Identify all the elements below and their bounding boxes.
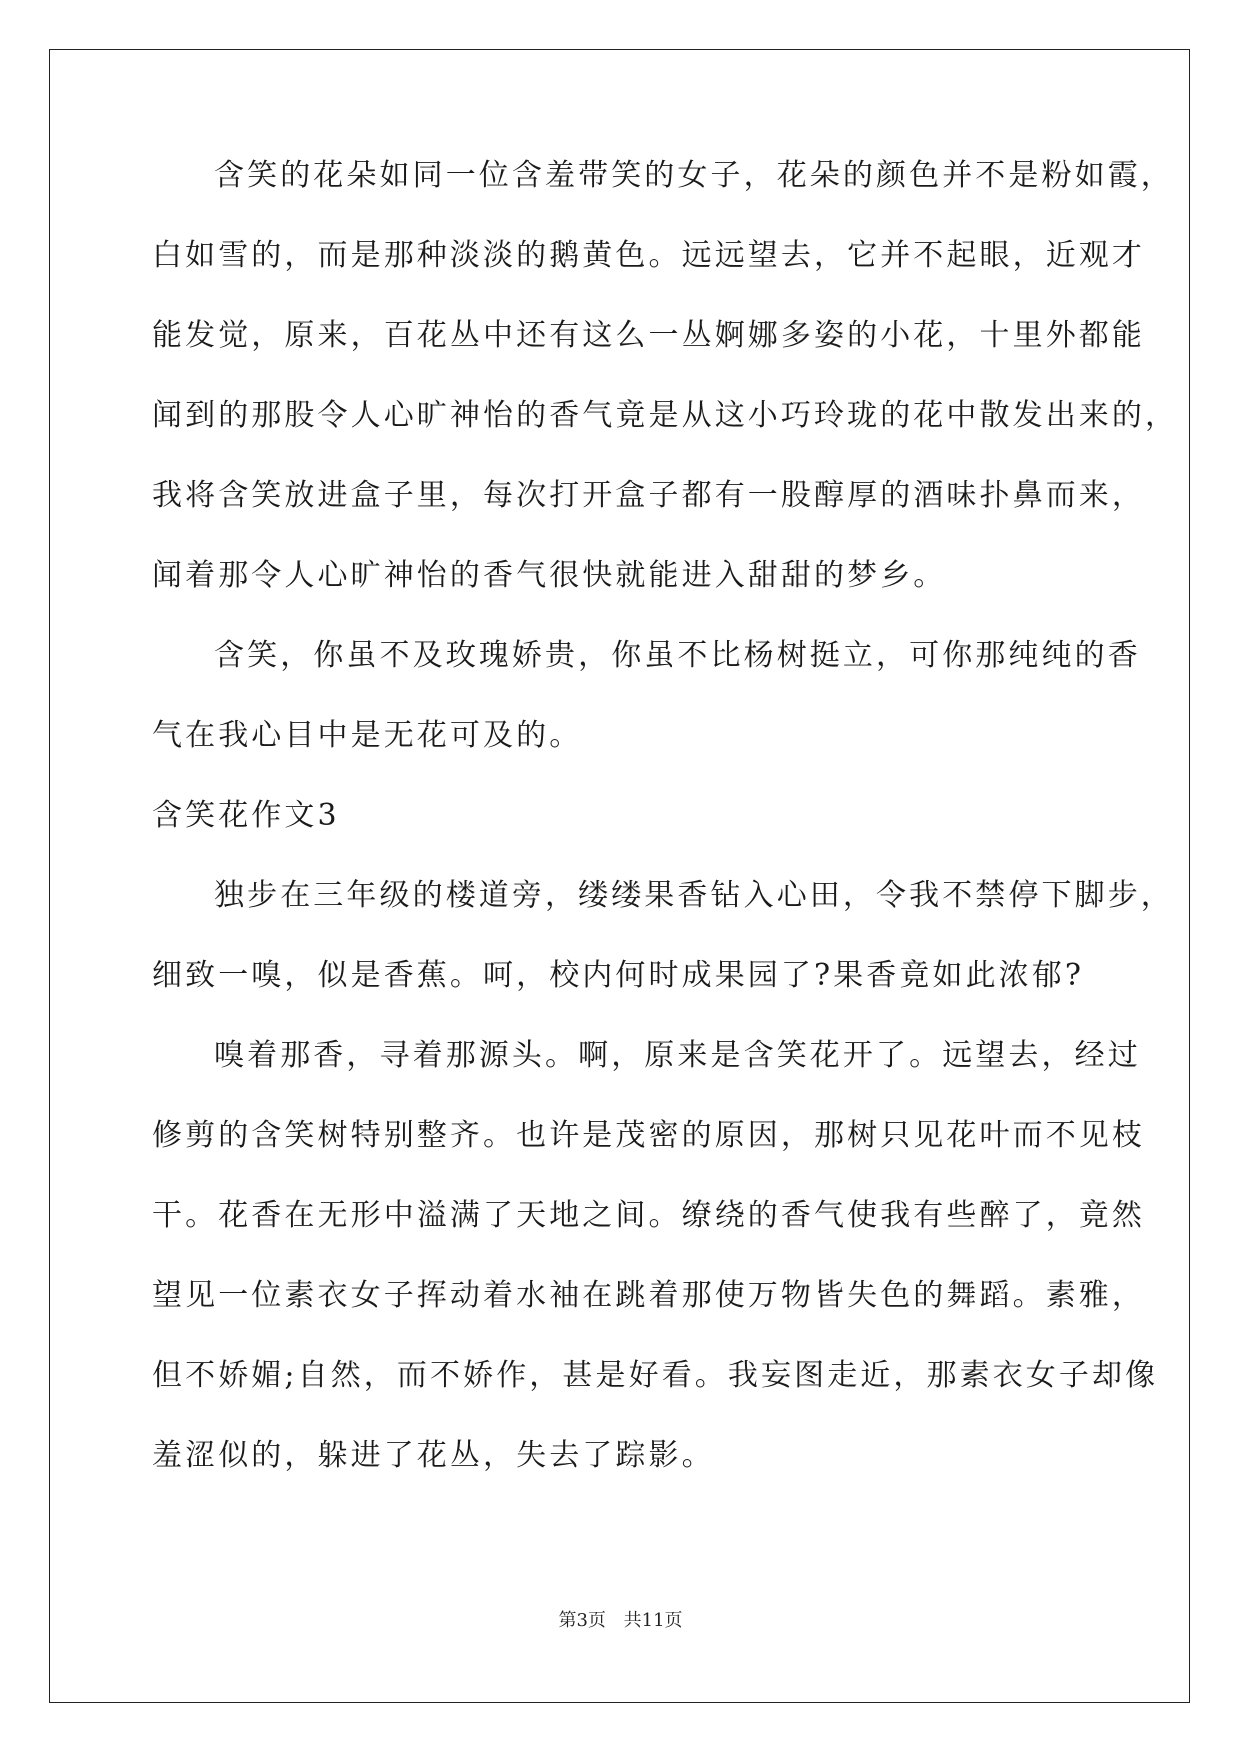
section-heading: 含笑花作文3 — [152, 798, 340, 833]
paragraph-1-line-5: 我将含笑放进盒子里，每次打开盒子都有一股醇厚的酒味扑鼻而来， — [152, 478, 1145, 513]
paragraph-4-line-2: 修剪的含笑树特别整齐。也许是茂密的原因，那树只见花叶而不见枝 — [152, 1118, 1145, 1153]
page-total: 共11页 — [623, 1610, 683, 1631]
paragraph-4-line-4: 望见一位素衣女子挥动着水袖在跳着那使万物皆失色的舞蹈。素雅， — [152, 1278, 1145, 1313]
paragraph-1-line-4: 闻到的那股令人心旷神怡的香气竟是从这小巧玲珑的花中散发出来的， — [152, 398, 1179, 433]
paragraph-3-line-2: 细致一嗅，似是香蕉。呵，校内何时成果园了?果香竟如此浓郁? — [152, 958, 1085, 993]
paragraph-4-line-3: 干。花香在无形中溢满了天地之间。缭绕的香气使我有些醉了，竟然 — [152, 1198, 1145, 1233]
paragraph-2-line-2: 气在我心目中是无花可及的。 — [152, 718, 583, 753]
page-number: 第3页 — [558, 1610, 606, 1631]
paragraph-1-line-3: 能发觉，原来，百花丛中还有这么一丛婀娜多姿的小花，十里外都能 — [152, 318, 1145, 353]
paragraph-2-line-1: 含笑，你虽不及玫瑰娇贵，你虽不比杨树挺立，可你那纯纯的香 — [214, 638, 1141, 673]
paragraph-4-line-5: 但不娇媚;自然，而不娇作，甚是好看。我妄图走近，那素衣女子却像 — [152, 1358, 1159, 1393]
paragraph-1-line-2: 白如雪的，而是那种淡淡的鹅黄色。远远望去，它并不起眼，近观才 — [152, 238, 1145, 273]
page-footer — [0, 1609, 1241, 1633]
paragraph-4-line-1: 嗅着那香，寻着那源头。啊，原来是含笑花开了。远望去，经过 — [214, 1038, 1141, 1073]
paragraph-1-line-6: 闻着那令人心旷神怡的香气很快就能进入甜甜的梦乡。 — [152, 558, 947, 593]
paragraph-1-line-1: 含笑的花朵如同一位含羞带笑的女子，花朵的颜色并不是粉如霞， — [214, 158, 1174, 193]
paragraph-4-line-6: 羞涩似的，躲进了花丛，失去了踪影。 — [152, 1438, 715, 1473]
paragraph-3-line-1: 独步在三年级的楼道旁，缕缕果香钻入心田，令我不禁停下脚步， — [214, 878, 1174, 913]
